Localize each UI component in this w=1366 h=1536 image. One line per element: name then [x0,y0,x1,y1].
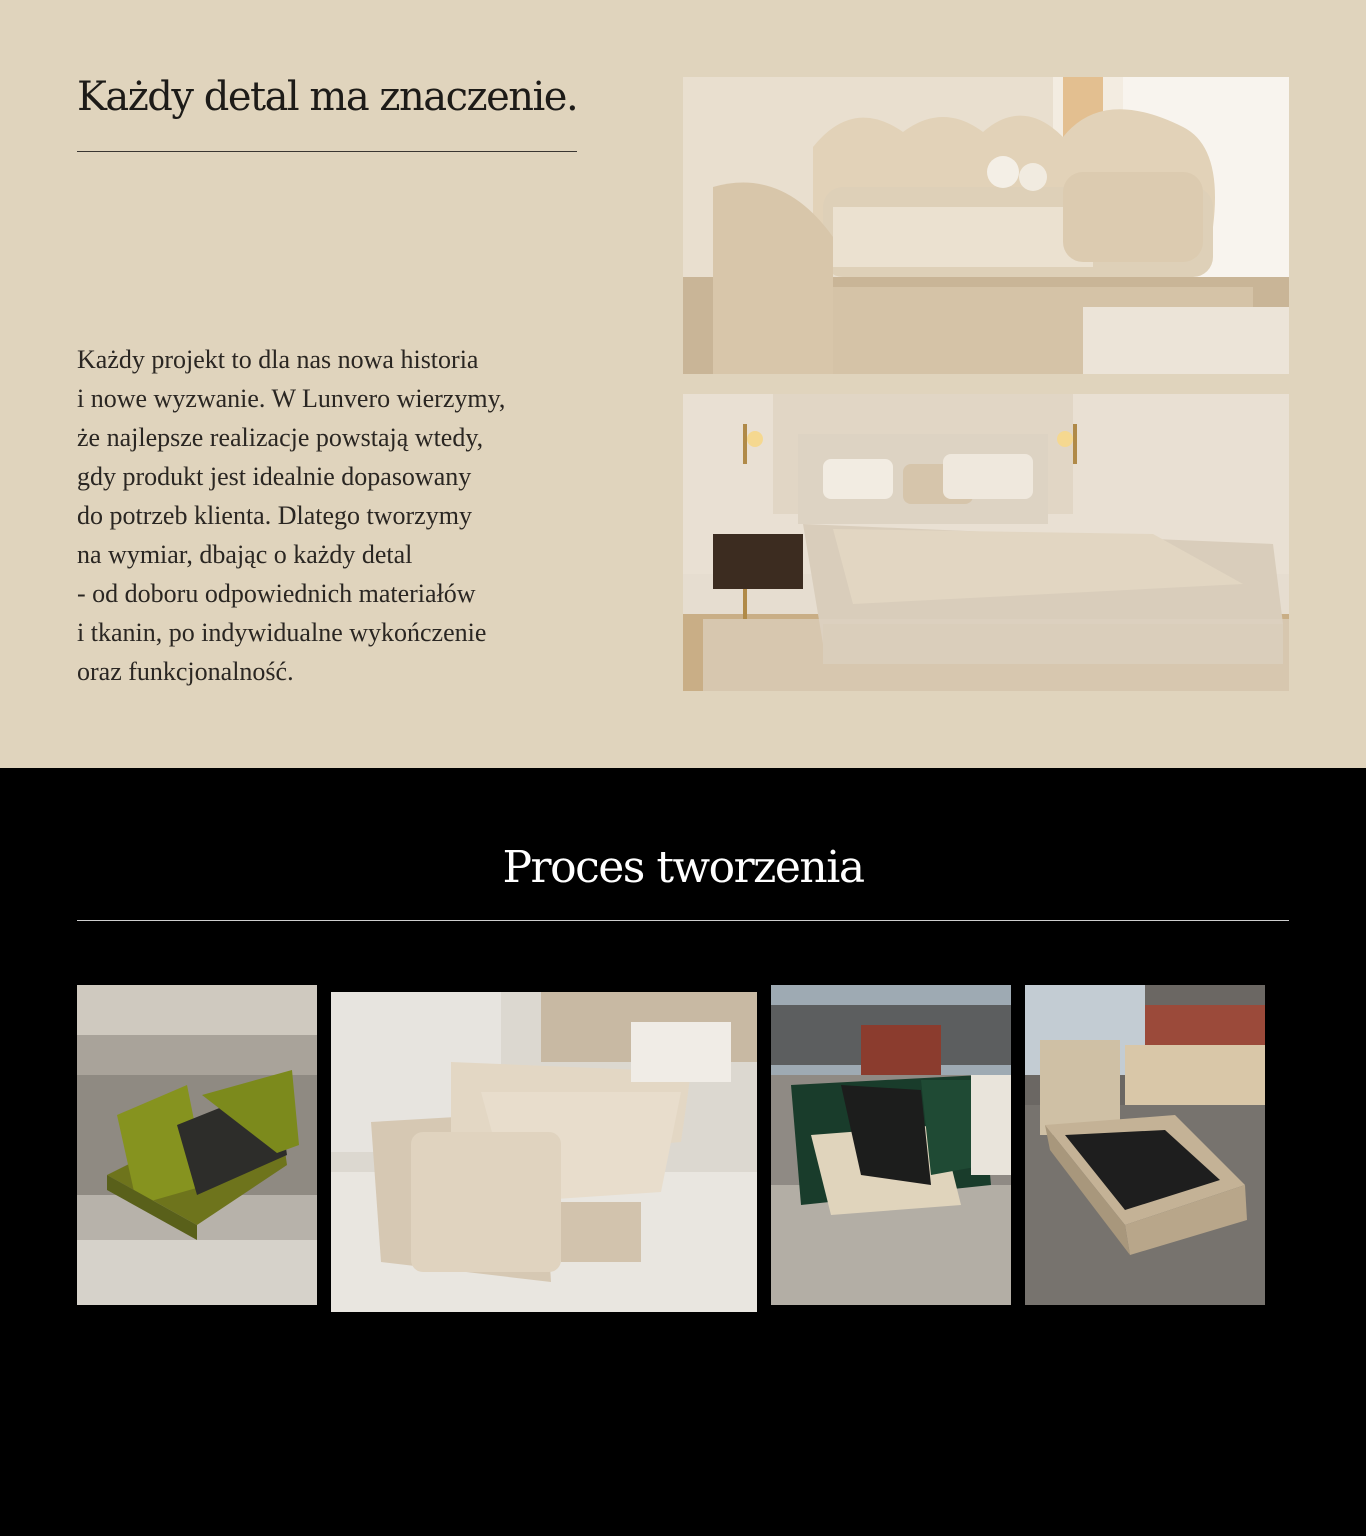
detail-paragraph [77,340,637,691]
paragraph-line: do potrzeb klienta. Dlatego tworzymy [77,501,472,530]
process-section [0,768,1366,1536]
paragraph-line: i nowe wyzwanie. W Lunvero wierzymy, [77,384,506,413]
paragraph-line: na wymiar, dbając o każdy detal [77,540,413,569]
paragraph-line: Każdy projekt to dla nas nowa historia [77,345,479,374]
paragraph-line: że najlepsze realizacje powstają wtedy, [77,423,484,452]
paragraph-line: gdy produkt jest idealnie dopasowany [77,462,472,491]
process-divider [77,920,1289,921]
detail-title: Każdy detal ma znaczenie. [77,74,578,120]
process-photo-olive-storage-bed [77,985,317,1305]
process-photo-beige-single-bed [1025,985,1265,1305]
process-title: Proces tworzenia [502,842,864,893]
paragraph-line: oraz funkcjonalność. [77,657,294,686]
process-photo-boucle-sofa [331,992,757,1312]
paragraph-line: - od doboru odpowiednich materiałów [77,579,476,608]
detail-divider [77,151,577,152]
process-photo-green-storage-bed [771,985,1011,1305]
paragraph-line: i tkanin, po indywidualne wykończenie [77,618,487,647]
photo-cloud-daybed [683,77,1289,374]
photo-upholstered-bed [683,394,1289,691]
